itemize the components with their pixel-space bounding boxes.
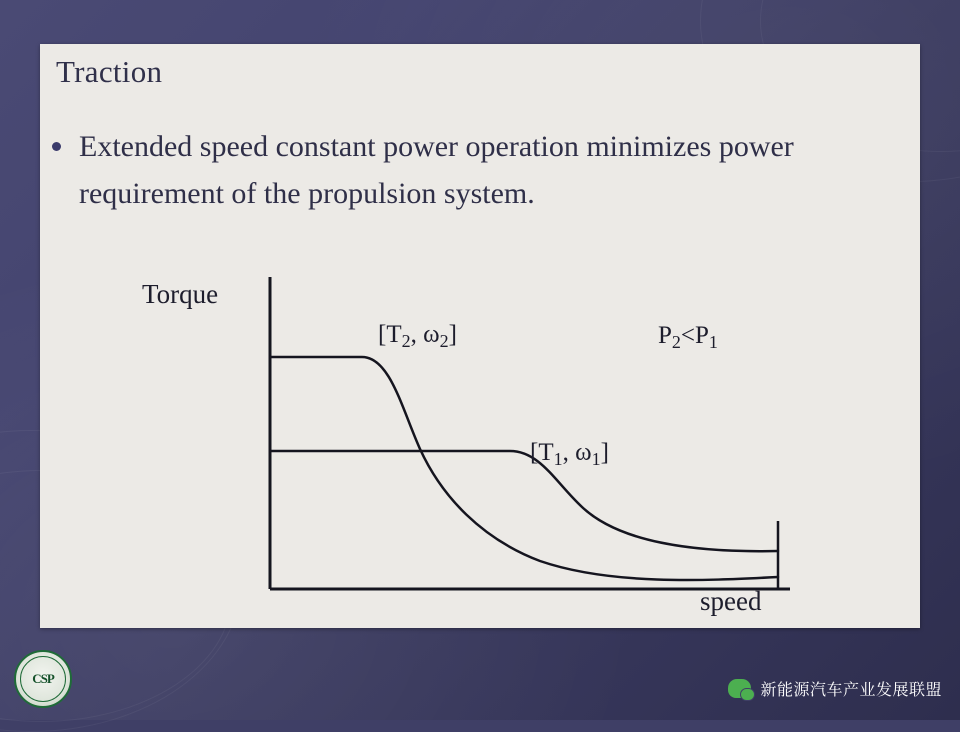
annotation-power-sub1: 2 — [671, 332, 681, 353]
annotation-curve2-sub2: 2 — [439, 331, 449, 352]
x-axis-label: speed — [700, 586, 762, 616]
bullet-text: Extended speed constant power operation minimizes power requirement of the propulsion system. — [79, 130, 794, 210]
annotation-power-base: P — [658, 322, 672, 349]
annotation-power-relation — [658, 322, 718, 353]
torque-speed-chart — [90, 259, 890, 624]
chart-svg — [90, 259, 890, 624]
annotation-curve1-tail: ] — [600, 439, 609, 466]
bullet-dot-icon — [52, 142, 61, 151]
annotation-curve2-base: [T — [378, 321, 402, 348]
logo-text: CSP — [20, 656, 66, 702]
footer-branding — [728, 677, 942, 700]
annotation-curve1-mid: , ω — [562, 439, 592, 466]
annotation-curve2-label — [378, 321, 457, 352]
annotation-power-mid: <P — [680, 322, 709, 349]
annotation-power-sub2: 1 — [708, 332, 718, 353]
annotation-curve1-label — [530, 439, 609, 470]
slide-content-card — [40, 44, 920, 628]
annotation-curve2-mid: , ω — [410, 321, 440, 348]
y-axis-label: Torque — [142, 279, 219, 309]
annotation-curve2-tail: ] — [448, 321, 457, 348]
annotation-curve1-sub1: 1 — [553, 449, 563, 470]
annotation-curve1-sub2: 1 — [591, 449, 601, 470]
footer-org-name: 新能源汽车产业发展联盟 — [760, 682, 942, 699]
annotation-curve1-base: [T — [530, 439, 554, 466]
page-title: Traction — [56, 54, 163, 89]
annotation-curve2-sub1: 2 — [401, 331, 411, 352]
wechat-icon — [728, 679, 751, 698]
curve-t2-omega2 — [270, 357, 778, 580]
organization-logo — [14, 650, 72, 708]
curve-t1-omega1 — [270, 451, 778, 551]
bullet-item — [52, 124, 912, 217]
